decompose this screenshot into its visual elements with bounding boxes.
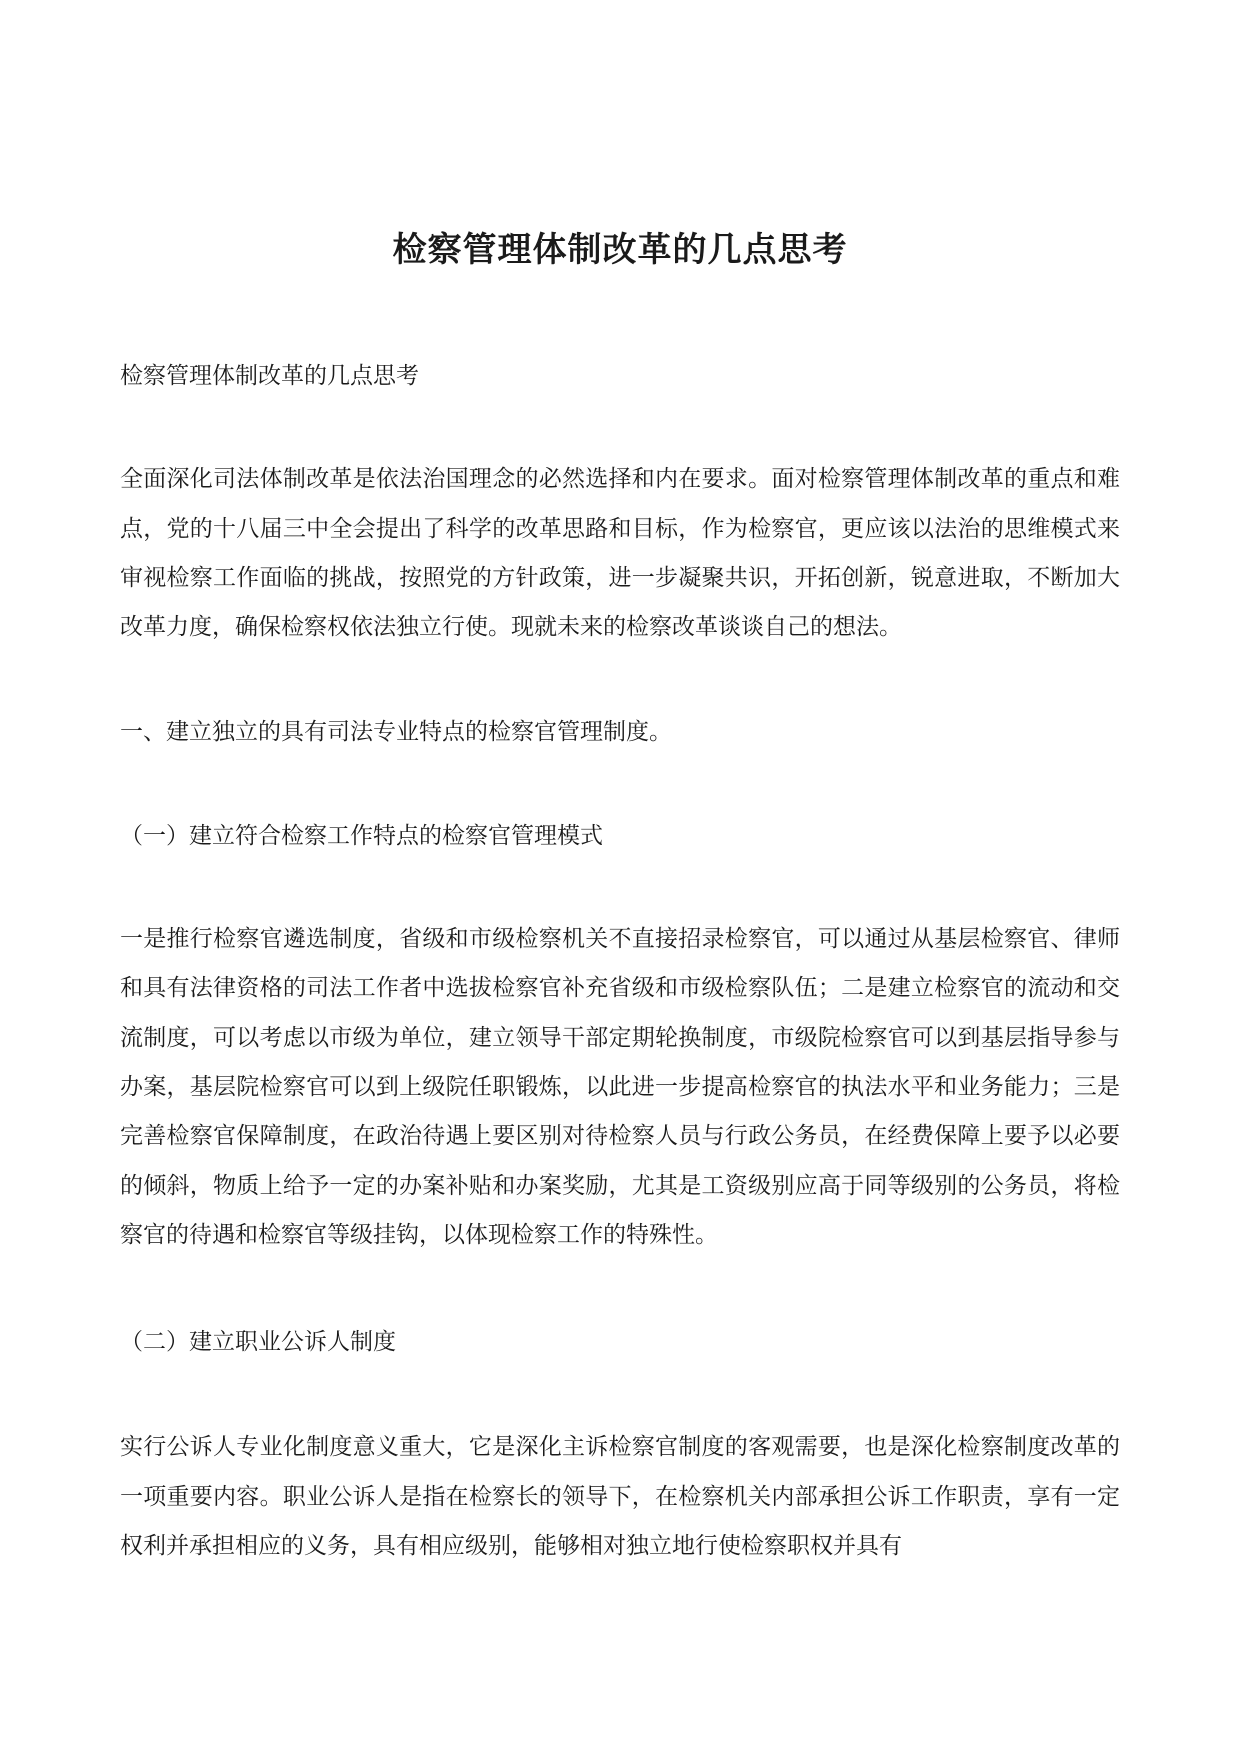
document-subtitle: 检察管理体制改革的几点思考 [120,363,419,389]
document-title: 检察管理体制改革的几点思考 [392,230,848,270]
subsection-2-paragraph: 实行公诉人专业化制度意义重大，它是深化主诉检察官制度的客观需要，也是深化检察制度改革的一项重要内容。职业公诉人是指在检察长的领导下，在检察机关内部承担公诉工作职责，享有一定权利并承担相应的义务，具有相应级别，能够相对独立地行使检察职权并具有 [120,1434,1120,1560]
subsection-2-heading: （二）建立职业公诉人制度 [120,1329,396,1356]
subsection-1-paragraph: 一是推行检察官遴选制度，省级和市级检察机关不直接招录检察官，可以通过从基层检察官、律师和具有法律资格的司法工作者中选拔检察官补充省级和市级检察队伍；二是建立检察官的流动和交流制度，可以考虑以市级为单位，建立领导干部定期轮换制度，市级院检察官可以到基层指导参与办案，基层院检察官可以到上级院任职锻炼，以此进一步提高检察官的执法水平和业务能力；三是完善检察官保障制度，在政治待遇上要区别对待检察人员与行政公务员，在经费保障上要予以必要的倾斜，物质上给予一定的办案补贴和办案奖励，尤其是工资级别应高于同等级别的公务员，将检察官的待遇和检察官等级挂钩，以体现检察工作的特殊性。 [120,926,1120,1248]
subsection-1-heading: （一）建立符合检察工作特点的检察官管理模式 [120,822,603,849]
document-body [120,352,1120,1571]
section-1-heading: 一、建立独立的具有司法专业特点的检察官管理制度。 [120,719,672,746]
intro-paragraph: 全面深化司法体制改革是依法治国理念的必然选择和内在要求。面对检察管理体制改革的重点和难点，党的十八届三中全会提出了科学的改革思路和目标，作为检察官，更应该以法治的思维模式来审视检察工作面临的挑战，按照党的方针政策，进一步凝聚共识，开拓创新，锐意进取，不断加大改革力度，确保检察权依法独立行使。现就未来的检察改革谈谈自己的想法。 [120,466,1120,641]
